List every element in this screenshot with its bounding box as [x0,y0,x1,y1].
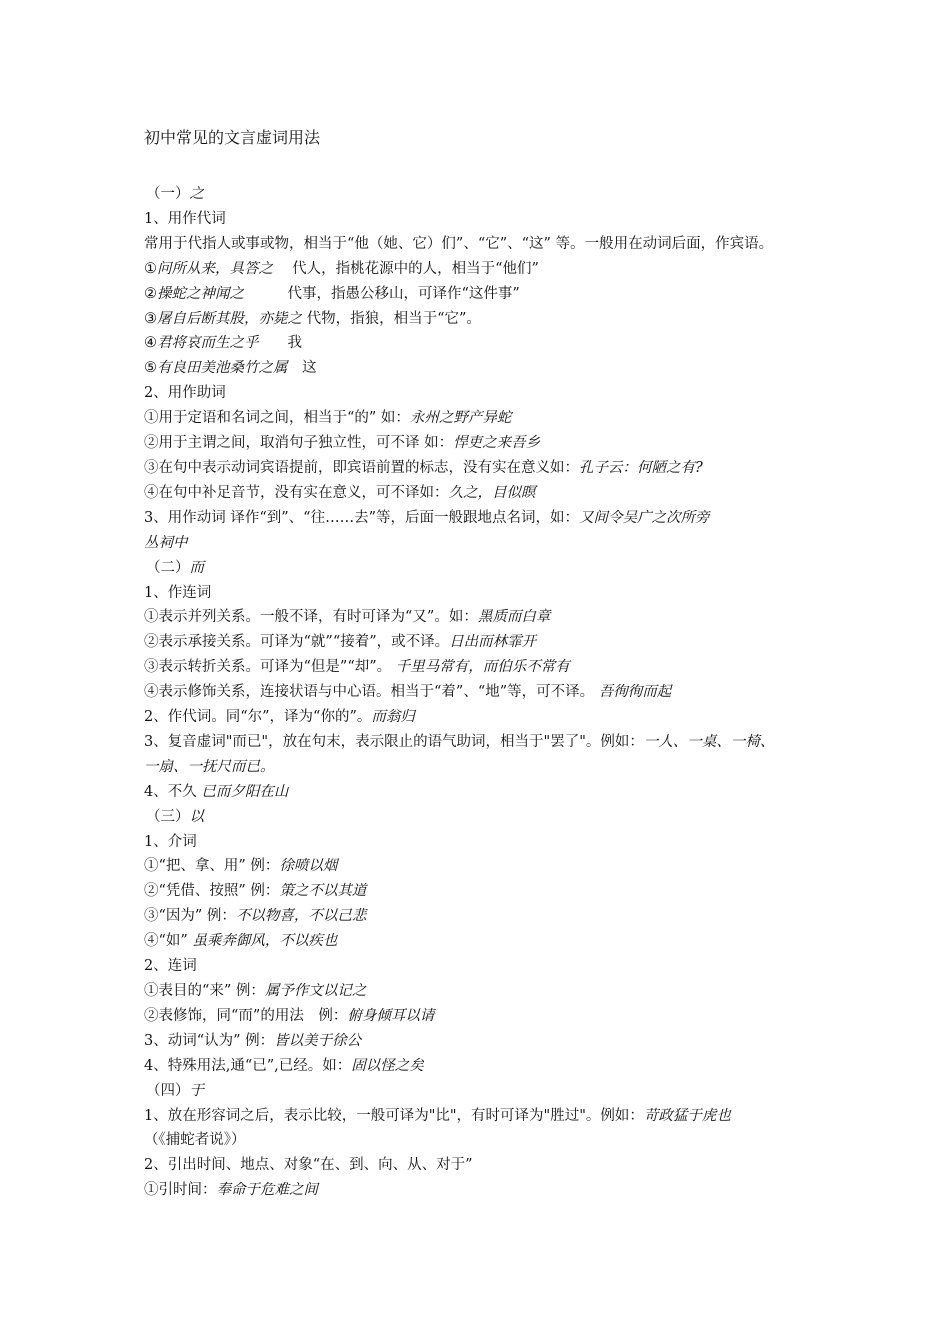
line-text: ③表示转折关系。可译为“但是”“却”。 [144,659,392,676]
example-text: 丛祠中 [144,534,188,551]
text-line [144,755,824,780]
line-text: ② [144,285,157,302]
text-line [144,655,824,680]
line-text: 2、连词 [144,958,197,975]
example-text: 以 [189,808,204,825]
example-text: 久之，目似瞑 [448,484,536,501]
document-page [144,126,824,1203]
line-text: 1、介词 [144,833,197,850]
line-text: ③ [144,310,157,327]
text-line [144,581,824,606]
line-explanation: 代事，指愚公移山，可译作“这件事” [244,285,520,302]
section-heading [144,1079,824,1104]
text-line [144,680,824,705]
line-text: 2、引出时间、地点、对象“在、到、向、从、对于” [144,1157,473,1174]
text-line [144,954,824,979]
example-text: 虽乘奔御风，不以疾也 [192,933,338,950]
line-text: ①“把、拿、用” 例： [144,858,280,875]
line-text: 4、特殊用法,通“已”,已经。如： [144,1057,352,1074]
example-text: 一人、一桌、一椅、 [643,733,775,750]
line-explanation: 代人，指桃花源中的人，相当于“他们” [273,260,539,277]
text-line [144,1054,824,1079]
line-text: ③“因为” 例： [144,908,236,925]
line-explanation: 我 [258,335,302,352]
line-text: ②表修饰，同“而”的用法 例： [144,1007,348,1024]
text-line [144,630,824,655]
line-text: ④在句中补足音节，没有实在意义，可不译如： [144,484,449,501]
text-line [144,506,824,531]
example-text: 俯身倾耳以请 [347,1007,435,1024]
line-text: 1、放在形容词之后，表示比较，一般可译为"比"，有时可译为"胜过"。例如： [144,1107,644,1124]
line-explanation: 这 [287,360,317,377]
line-text: ②表示承接关系。可译为“就”“接着”，或不译。 [144,634,450,651]
example-text: 永州之野产异蛇 [409,410,512,427]
line-text: 1、用作代词 [144,210,226,227]
line-text: （一） [146,186,190,202]
example-text: 奉命于危难之间 [216,1182,318,1199]
text-line [144,929,824,954]
line-text: ⑤ [144,360,157,377]
line-text: （四） [146,1082,190,1099]
text-line [144,830,824,855]
line-text: ④表示修饰关系，连接状语与中心语。相当于“着”、“地”等，可不译。 [144,684,595,701]
line-text: （《捕蛇者说》） [144,1132,246,1149]
example-text: 一扇、一抚尺而已。 [144,758,275,775]
example-text: 吾徇徇而起 [594,684,672,701]
line-text: 3、复音虚词"而已"，放在句末，表示限止的语气助词，相当于"罢了"。例如： [144,733,644,750]
line-text: 1、作连词 [144,584,212,601]
example-text: 固以怪之矣 [351,1057,424,1074]
example-text: 屠自后断其股，亦毙之 [157,310,302,327]
text-line [144,605,824,630]
example-text: 又间令吴广之次所旁 [578,509,710,526]
line-text: 4、不久 [144,783,202,800]
text-line [144,207,824,232]
text-line [144,705,824,730]
example-text: 而翁归 [371,709,415,726]
example-text: 操蛇之神闻之 [157,285,244,302]
example-text: 悍吏之来吾乡 [453,435,541,452]
text-line [144,1128,824,1153]
line-text: （二） [146,559,190,576]
document-body [144,182,824,1203]
text-line [144,481,824,506]
example-text: 日出而林霏开 [449,634,537,651]
text-line [144,904,824,929]
line-explanation: 代物，指狼，相当于“它”。 [302,310,481,327]
example-text: 之 [189,186,204,202]
example-text: 策之不以其道 [279,883,367,900]
example-text: 孔子云：何陋之有? [579,459,703,476]
section-heading [144,182,824,207]
text-line [144,730,824,755]
example-text: 千里马常有，而伯乐不常有 [391,659,570,676]
line-text: ②“凭借、按照” 例： [144,883,280,900]
line-text: 2、用作助词 [144,385,226,402]
text-line [144,531,824,556]
example-text: 不以物喜，不以己悲 [235,908,367,925]
line-text: （三） [146,808,190,825]
line-text: 常用于代指人或事或物，相当于“他（她、它）们”、“它”、“这” 等。一般用在动词后面，作宾语。 [144,235,774,252]
section-heading [144,805,824,830]
page-title: 初中常见的文言虚词用法 [144,128,321,147]
line-text: ③在句中表示动词宾语提前，即宾语前置的标志，没有实在意义如： [144,459,579,476]
text-line [144,232,824,257]
example-text: 问所从来，具答之 [157,260,273,277]
line-text: ①引时间： [144,1182,217,1199]
text-line [144,331,824,356]
text-line [144,1004,824,1029]
line-text: ①表示并列关系。一般不译，有时可译为“又”。如： [144,609,478,626]
text-line [144,406,824,431]
example-text: 黑质而白章 [477,609,551,626]
text-line [144,1178,824,1203]
text-line [144,431,824,456]
text-line [144,381,824,406]
text-line [144,854,824,879]
example-text: 已而夕阳在山 [201,783,289,800]
line-text: ①用于定语和名词之间，相当于“的” 如： [144,410,410,427]
text-line [144,879,824,904]
example-text: 皆以美于徐公 [274,1032,362,1049]
line-text: 3、用作动词 译作“到”、“往……去”等，后面一般跟地点名词，如： [144,509,579,526]
text-line [144,456,824,481]
example-text: 属予作文以记之 [264,983,367,999]
text-line [144,1029,824,1054]
line-text: 3、动词“认为” 例： [144,1032,275,1049]
example-text: 有良田美池桑竹之属 [157,360,288,377]
example-text: 徐喷以烟 [279,858,338,875]
line-text: ④“如” [144,933,193,950]
line-text: ①表目的“来” 例： [144,983,265,999]
text-line [144,780,824,805]
example-text: 苛政猛于虎也 [643,1107,731,1124]
text-line [144,257,824,282]
example-text: 于 [189,1082,204,1099]
text-line [144,307,824,332]
text-line [144,1104,824,1129]
example-text: 君将哀而生之乎 [157,335,259,352]
line-text: 2、作代词。同“尔”，译为“你的”。 [144,709,372,726]
section-heading [144,556,824,581]
text-line [144,282,824,307]
text-line [144,1153,824,1178]
line-text: ②用于主谓之间，取消句子独立性，可不译 如： [144,435,454,452]
line-text: ① [144,260,157,277]
example-text: 而 [189,559,204,576]
text-line [144,356,824,381]
text-line [144,979,824,1004]
line-text: ④ [144,335,157,352]
